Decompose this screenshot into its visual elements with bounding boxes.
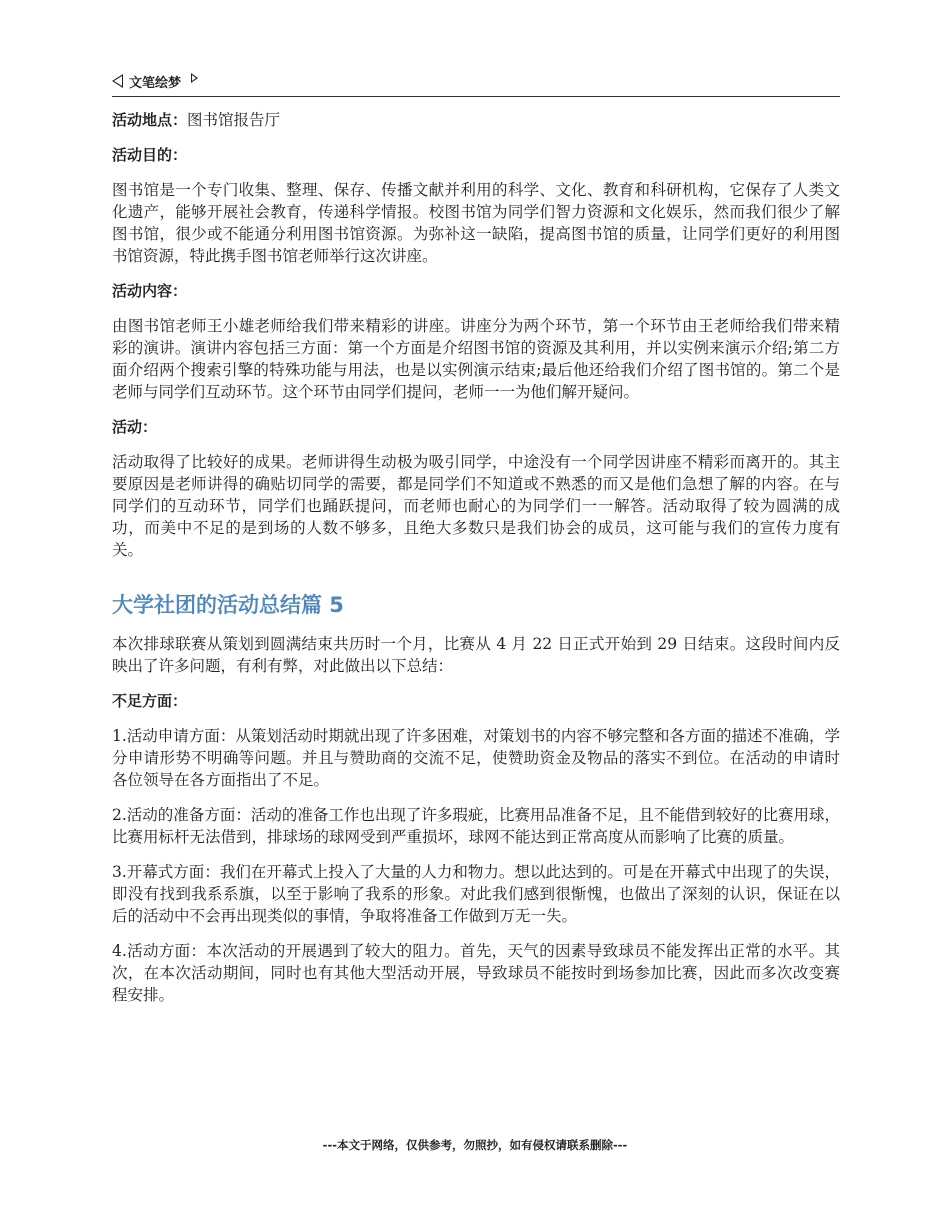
shortcomings-heading	[112, 690, 840, 712]
page-footer: ---本文于网络，仅供参考，勿照抄，如有侵权请联系删除---	[322, 1138, 628, 1152]
result-heading	[112, 416, 840, 438]
result-label: 活动：	[112, 418, 158, 436]
content-paragraph: 由图书馆老师王小雄老师给我们带来精彩的讲座。讲座分为两个环节，第一个环节由王老师给我们带来精彩的演讲。演讲内容包括三方面：第一个方面是介绍图书馆的资源及其利用，并以实例来演示介绍;第二方面介绍两个搜索引擎的特殊功能与用法，也是以实例演示结束;最后他还给我们介绍了图书馆的。第二个是老师与同学们互动环节。这个环节由同学们提问，老师一一为他们解开疑问。	[112, 317, 840, 401]
triangle-left-icon	[112, 74, 123, 88]
location-value: 图书馆报告厅	[187, 111, 281, 129]
list-item: 3.开幕式方面：我们在开幕式上投入了大量的人力和物力。想以此达到的。可是在开幕式中出现了的失误，即没有找到我系系旗，以至于影响了我系的形象。对此我们感到很惭愧，也做出了深刻的认识，保证在以后的活动中不会再出现类似的事情，争取将准备工作做到万无一失。	[112, 863, 840, 925]
purpose-heading	[112, 144, 840, 166]
list-item: 4.活动方面：本次活动的开展遇到了较大的阻力。首先，天气的因素导致球员不能发挥出正常的水平。其次，在本次活动期间，同时也有其他大型活动开展，导致球员不能按时到场参加比赛，因此而多次改变赛程安排。	[112, 942, 840, 1004]
page-header	[112, 66, 840, 97]
result-paragraph: 活动取得了比较好的成果。老师讲得生动极为吸引同学，中途没有一个同学因讲座不精彩而离开的。其主要原因是老师讲得的确贴切同学的需要，都是同学们不知道或不熟悉的而又是他们急想了解的内容。在与同学们的互动环节，同学们也踊跃提问，而老师也耐心的为同学们一一解答。活动取得了较为圆满的成功，而美中不足的是到场的人数不够多，且绝大多数只是我们协会的成员，这可能与我们的宣传力度有关。	[112, 453, 840, 559]
location-label: 活动地点：	[112, 111, 188, 129]
triangle-right-icon	[191, 73, 198, 83]
content-heading	[112, 280, 840, 302]
list-item: 1.活动申请方面：从策划活动时期就出现了许多困难，对策划书的内容不够完整和各方面的描述不准确，学分申请形势不明确等问题。并且与赞助商的交流不足，使赞助资金及物品的落实不到位。在活动的申请时各位领导在各方面指出了不足。	[112, 727, 840, 789]
section-title: 大学社团的活动总结篇 5	[112, 593, 344, 617]
document-page	[112, 66, 840, 1019]
location-line	[112, 109, 840, 131]
purpose-label: 活动目的：	[112, 146, 188, 164]
content-label: 活动内容：	[112, 282, 188, 300]
purpose-paragraph: 图书馆是一个专门收集、整理、保存、传播文献并利用的科学、文化、教育和科研机构，它保存了人类文化遗产，能够开展社会教育，传递科学情报。校图书馆为同学们智力资源和文化娱乐，然而我们很少了解图书馆，很少或不能通分利用图书馆资源。为弥补这一缺陷，提高图书馆的质量，让同学们更好的利用图书馆资源，特此携手图书馆老师举行这次讲座。	[112, 181, 840, 265]
document-body	[112, 109, 840, 1006]
intro-paragraph: 本次排球联赛从策划到圆满结束共历时一个月，比赛从 4 月 22 日正式开始到 29 日结束。这段时间内反映出了许多问题，有利有弊，对此做出以下总结：	[112, 635, 840, 675]
list-item: 2.活动的准备方面：活动的准备工作也出现了许多瑕疵，比赛用品准备不足，且不能借到较好的比赛用球，比赛用标杆无法借到，排球场的球网受到严重损坏，球网不能达到正常高度从而影响了比赛的质量。	[112, 806, 840, 846]
shortcomings-label: 不足方面：	[112, 692, 188, 710]
brand-name: 文笔绘梦	[129, 75, 182, 91]
